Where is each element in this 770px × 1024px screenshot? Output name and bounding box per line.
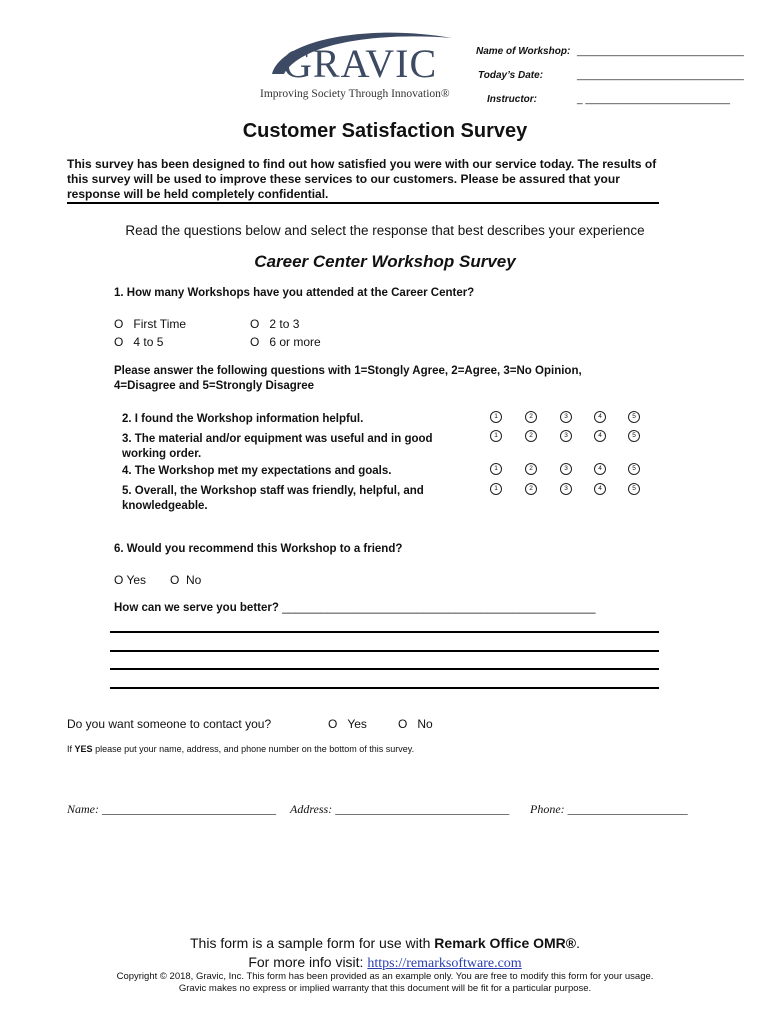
contact-question: Do you want someone to contact you? <box>67 717 272 731</box>
footer-info: For more info visit: https://remarksoftware.com <box>248 954 522 971</box>
q1-option-first-time[interactable]: O First Time <box>114 317 187 331</box>
instructor-field[interactable]: _ __________________________ <box>577 94 730 105</box>
rating-bubble[interactable]: 4 <box>594 411 606 423</box>
rating-bubble[interactable]: 2 <box>525 430 537 442</box>
question-6: 6. Would you recommend this Workshop to a friend? <box>114 543 403 555</box>
name-field[interactable]: _____________________________ <box>102 802 276 816</box>
todays-date-label: Today’s Date: <box>478 70 544 81</box>
rating-bubble[interactable]: 5 <box>628 430 640 442</box>
rating-bubble[interactable]: 1 <box>490 411 502 423</box>
rating-bubble[interactable]: 4 <box>594 430 606 442</box>
q6-option-yes[interactable]: O Yes <box>114 573 147 587</box>
q1-option-2-to-3[interactable]: O 2 to 3 <box>250 317 300 331</box>
rating-bubble[interactable]: 2 <box>525 411 537 423</box>
serve-better-field[interactable]: _________________________________________________ <box>282 602 596 614</box>
q1-option-4-to-5[interactable]: O 4 to 5 <box>114 335 164 349</box>
q1-option-6-or-more[interactable]: O 6 or more <box>250 335 321 349</box>
rating-bubble[interactable]: 4 <box>594 463 606 475</box>
todays-date-field[interactable]: ______________________________ <box>577 70 744 81</box>
q6-option-no[interactable]: O No <box>170 573 202 587</box>
rating-bubble[interactable]: 2 <box>525 483 537 495</box>
contact-option-no[interactable]: O No <box>398 717 433 731</box>
question-2: 2. I found the Workshop information helpful. <box>122 413 364 425</box>
gravic-logo-wordmark: GRAVIC <box>283 41 438 86</box>
section-title: Career Center Workshop Survey <box>254 252 516 271</box>
serve-better-question: How can we serve you better? _________________________________________________ <box>114 602 596 614</box>
rating-bubble[interactable]: 5 <box>628 483 640 495</box>
question-3: 3. The material and/or equipment was useful and in good working order. <box>122 433 433 460</box>
rating-bubble[interactable]: 2 <box>525 463 537 475</box>
rating-bubble[interactable]: 5 <box>628 463 640 475</box>
name-field-row: Name: _____________________________ <box>67 802 276 816</box>
question-5: 5. Overall, the Workshop staff was friendly, helpful, and knowledgeable. <box>122 485 424 512</box>
rating-bubble[interactable]: 4 <box>594 483 606 495</box>
rating-bubble[interactable]: 3 <box>560 430 572 442</box>
contact-option-yes[interactable]: O Yes <box>328 717 367 731</box>
answer-line[interactable] <box>110 668 659 670</box>
rating-bubble[interactable]: 3 <box>560 483 572 495</box>
rating-bubble[interactable]: 3 <box>560 411 572 423</box>
answer-line[interactable] <box>110 631 659 633</box>
answer-line[interactable] <box>110 687 659 689</box>
phone-field-row: Phone: ____________________ <box>530 802 688 816</box>
footer-copyright: Copyright © 2018, Gravic, Inc. This form has been provided as an example only. You are free to modify this form for your usage. Gravic makes no express or implied warranty that this document will be fit for a particular purpose. <box>116 971 654 994</box>
question-4: 4. The Workshop met my expectations and goals. <box>122 465 392 477</box>
rating-instructions: Please answer the following questions with 1=Stongly Agree, 2=Agree, 3=No Opinion, 4=Disagree and 5=Strongly Disagree <box>114 365 582 392</box>
rating-bubble[interactable]: 1 <box>490 430 502 442</box>
intro-divider <box>67 202 659 204</box>
survey-intro: This survey has been designed to find out how satisfied you were with our service today. The results of this survey will be used to improve these services to our customers. Please be assured that your response will be held completely confidential. <box>67 157 657 201</box>
answer-line[interactable] <box>110 650 659 652</box>
gravic-logo-tagline: Improving Society Through Innovation® <box>260 88 450 100</box>
rating-bubble[interactable]: 1 <box>490 463 502 475</box>
rating-bubble[interactable]: 5 <box>628 411 640 423</box>
phone-field[interactable]: ____________________ <box>567 802 688 816</box>
address-field[interactable]: _____________________________ <box>335 802 510 816</box>
rating-bubble[interactable]: 3 <box>560 463 572 475</box>
rating-bubble[interactable]: 1 <box>490 483 502 495</box>
instructor-label: Instructor: <box>487 94 537 105</box>
workshop-name-label: Name of Workshop: <box>476 46 571 57</box>
question-1: 1. How many Workshops have you attended at the Career Center? <box>114 287 475 299</box>
footer-sample-note: This form is a sample form for use with Remark Office OMR®. <box>190 935 580 951</box>
address-field-row: Address: _____________________________ <box>290 802 510 816</box>
instruction-text: Read the questions below and select the response that best describes your experience <box>125 223 645 238</box>
workshop-name-field[interactable]: ______________________________ <box>577 46 744 57</box>
remarksoftware-link[interactable]: https://remarksoftware.com <box>367 956 522 971</box>
page-title: Customer Satisfaction Survey <box>242 120 528 142</box>
contact-note: If YES please put your name, address, and phone number on the bottom of this survey. <box>67 744 415 754</box>
